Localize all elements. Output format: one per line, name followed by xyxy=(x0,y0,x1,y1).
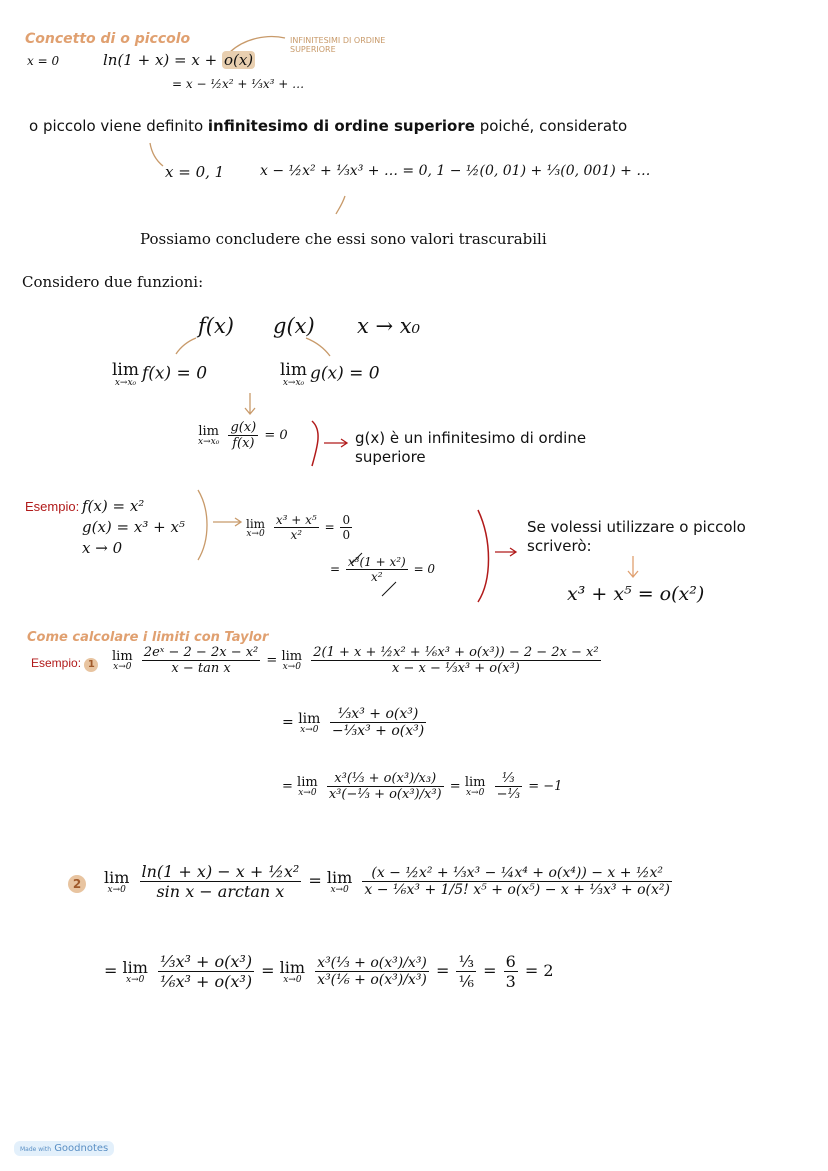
lim-word: lim xyxy=(297,775,318,790)
lim-sub: x→0 xyxy=(107,885,126,895)
lim-g-body: g(x) = 0 xyxy=(310,363,380,384)
func-f: f(x) xyxy=(198,314,235,338)
ln-expansion xyxy=(103,51,255,69)
lim-g-zero xyxy=(280,360,380,388)
section-title-taylor: Come calcolare i limiti con Taylor xyxy=(27,630,269,645)
lim-ratio xyxy=(198,420,288,451)
taylor-label-text: Esempio: xyxy=(31,656,82,670)
ex1-r3-fraction xyxy=(327,771,444,802)
ex2-b-num: x³(⅓ + o(x³)/x³) xyxy=(317,955,427,971)
goodnotes-badge xyxy=(14,1141,114,1156)
lim-sub: x→0 xyxy=(126,975,145,985)
example-fraction xyxy=(274,513,319,542)
lim-sub: x→x₀ xyxy=(114,378,137,388)
lim-operator xyxy=(123,958,148,985)
ex2-d-fraction xyxy=(504,952,518,991)
step-result: = 0 xyxy=(413,562,436,576)
lim-word: lim xyxy=(464,775,486,790)
ex2-r-fraction xyxy=(362,865,672,898)
taylor-ex1-line1 xyxy=(112,645,603,676)
lim-sub: x→0 xyxy=(283,975,302,985)
lim-sub: x→0 xyxy=(330,885,349,895)
ex1-fraction xyxy=(142,645,260,676)
taylor-ex1-line2 xyxy=(282,706,428,739)
taylor-ex2-line1 xyxy=(104,862,674,901)
lim-sub: x→0 xyxy=(298,788,317,798)
ex1-result: = −1 xyxy=(528,779,563,794)
zero-over-zero xyxy=(340,513,352,542)
lim-operator xyxy=(465,775,486,798)
eq-sign: = xyxy=(261,961,275,980)
ex1-simple-den: −⅓ xyxy=(496,787,521,802)
lim-operator xyxy=(104,868,129,895)
func-g: g(x) xyxy=(273,314,315,338)
lim-word: lim xyxy=(281,649,303,664)
ex2-d-num: 6 xyxy=(505,952,516,971)
ratio-den: f(x) xyxy=(232,436,255,451)
eq-sign: = xyxy=(266,653,278,668)
eq-sign: = xyxy=(435,961,450,980)
conclusion-text: Possiamo concludere che essi sono valori trascurabili xyxy=(140,230,547,248)
definition-text xyxy=(29,117,627,135)
ratio-text-line1: g(x) è un infinitesimo di ordine xyxy=(355,429,587,447)
zero-den: 0 xyxy=(342,528,351,542)
definition-pre: o piccolo viene definito xyxy=(29,117,208,135)
side-note-line2: scriverò: xyxy=(527,537,592,555)
ex1-r2-den: −⅓x³ + o(x³) xyxy=(331,723,425,739)
ex1-simple-num: ⅓ xyxy=(495,771,523,787)
eq-sign: = xyxy=(449,779,461,794)
x-value: x = 0, 1 xyxy=(165,163,225,181)
zero-num: 0 xyxy=(342,513,351,527)
ex2-b-fraction xyxy=(315,955,429,988)
taylor-ex2-line2 xyxy=(104,952,554,991)
lim-operator xyxy=(112,360,139,388)
ex1-r1-fraction xyxy=(311,645,600,676)
step-fraction xyxy=(346,555,408,584)
lim-sub: x→0 xyxy=(113,662,132,672)
step-den: x² xyxy=(371,570,383,584)
lim-word: lim xyxy=(112,360,139,380)
lim-sub: x→0 xyxy=(282,662,301,672)
lim-operator xyxy=(281,649,302,672)
lim-operator xyxy=(280,360,307,388)
eq-sign: = xyxy=(308,871,322,890)
lim-operator xyxy=(280,958,305,985)
ex2-num: ln(1 + x) − x + ½x² xyxy=(141,862,300,881)
ex1-den: x − tan x xyxy=(171,661,231,676)
lim-word: lim xyxy=(326,868,353,887)
example-number-badge: 1 xyxy=(84,658,98,672)
example-to: x → 0 xyxy=(82,539,123,557)
intro-text: Considero due funzioni: xyxy=(22,273,204,291)
example-step xyxy=(330,555,435,584)
lim-operator xyxy=(298,711,320,735)
step-num: x³(1 + x²) xyxy=(347,555,406,569)
ex1-r1-num: 2(1 + x + ½x² + ⅙x³ + o(x³)) − 2 − 2x − x² xyxy=(313,645,599,660)
ex2-c-den: ⅙ xyxy=(458,972,474,991)
ex1-r3-num: x³(⅓ + o(x³)/x₃) xyxy=(327,771,444,787)
ratio-explanation xyxy=(355,429,586,467)
example-limit xyxy=(246,513,354,542)
ratio-eq: = 0 xyxy=(264,428,288,443)
lim-sub: x→0 xyxy=(465,788,485,798)
lim-operator xyxy=(112,649,133,672)
example-num: x³ + x⁵ xyxy=(275,513,317,527)
ratio-fraction xyxy=(228,420,258,451)
ex2-c-num: ⅓ xyxy=(458,952,474,971)
made-with: Made with xyxy=(20,1146,51,1153)
o-x-highlight: o(x) xyxy=(223,51,254,69)
ex2-r-num: (x − ½x² + ⅓x³ − ¼x⁴ + o(x⁴)) − x + ½x² xyxy=(362,865,672,882)
example-g: g(x) = x³ + x⁵ xyxy=(82,518,185,536)
lim-word: lim xyxy=(246,516,266,531)
lim-sub: x→x₀ xyxy=(282,378,305,388)
ex2-den: sin x − arctan x xyxy=(156,882,285,901)
taylor-ex1-line3 xyxy=(282,771,562,802)
lim-operator xyxy=(297,775,318,798)
example-f: f(x) = x² xyxy=(82,497,145,515)
ex2-a-num: ⅓x³ + o(x³) xyxy=(160,952,253,971)
lim-word: lim xyxy=(280,360,307,380)
ex2-a-fraction xyxy=(158,952,254,991)
ex1-r2-num: ⅓x³ + o(x³) xyxy=(330,706,426,723)
ex2-r-den: x − ⅙x³ + 1/5! x⁵ + o(x⁵) − x + ⅓x³ + o(x²) xyxy=(364,882,670,898)
eq-sign: = xyxy=(282,714,294,731)
ex1-r3-den: x³(−⅓ + o(x³)/x³) xyxy=(328,787,442,802)
lim-operator xyxy=(327,868,352,895)
example-label: Esempio: xyxy=(25,499,80,514)
example-2-badge xyxy=(68,873,86,893)
lim-word: lim xyxy=(112,649,133,664)
example-den: x² xyxy=(290,528,303,542)
x-zero: x = 0 xyxy=(27,54,60,68)
side-equation: x³ + x⁵ = o(x²) xyxy=(567,583,705,605)
ex1-r2-fraction xyxy=(330,706,426,739)
ex1-r1-den: x − x − ⅓x³ + o(x³) xyxy=(392,661,520,676)
lim-word: lim xyxy=(122,958,148,977)
lim-word: lim xyxy=(198,424,219,439)
numeric-series: x − ½x² + ⅓x³ + … = 0, 1 − ½(0, 01) + ⅓(0, 001) + … xyxy=(260,163,651,179)
eq-sign: = xyxy=(282,779,293,794)
eq-sign: = xyxy=(483,961,497,980)
ex2-fraction xyxy=(140,862,302,901)
taylor-example-label xyxy=(31,656,98,672)
lim-operator xyxy=(198,424,219,447)
lim-f-body: f(x) = 0 xyxy=(142,363,208,384)
annotation-note: INFINITESIMI DI ORDINE SUPERIORE xyxy=(290,36,386,54)
lim-word: lim xyxy=(298,710,321,727)
ex2-c-fraction xyxy=(456,952,476,991)
goodnotes-logo: Goodnotes xyxy=(54,1143,109,1154)
example-number-badge: 2 xyxy=(68,875,86,893)
ratio-text-line2: superiore xyxy=(355,448,426,466)
ex2-b-den: x³(⅙ + o(x³)/x³) xyxy=(317,972,427,988)
lim-word: lim xyxy=(279,958,306,977)
ex1-num: 2eˣ − 2 − 2x − x² xyxy=(143,645,259,660)
eq-sign: = xyxy=(330,562,341,576)
x-to-x0: x → x₀ xyxy=(357,314,421,338)
ex1-r3-simple xyxy=(495,771,523,802)
lim-word: lim xyxy=(104,868,130,887)
ex2-result: = 2 xyxy=(524,961,554,980)
lim-f-zero xyxy=(112,360,207,388)
lim-sub: x→x₀ xyxy=(198,437,220,447)
ratio-num: g(x) xyxy=(230,420,257,435)
ex2-d-den: 3 xyxy=(505,972,516,991)
lim-sub: x→0 xyxy=(246,528,265,539)
definition-bold: infinitesimo di ordine superiore xyxy=(207,117,475,135)
side-note-line1: Se volessi utilizzare o piccolo xyxy=(527,518,746,536)
eq-sign: = xyxy=(104,961,118,980)
lim-sub: x→0 xyxy=(300,724,319,735)
ex2-a-den: ⅙x³ + o(x³) xyxy=(160,972,253,991)
definition-post: poiché, considerato xyxy=(474,117,628,135)
ln-series: = x − ½x² + ⅓x³ + … xyxy=(172,77,305,91)
lim-operator xyxy=(246,517,265,539)
example-functions xyxy=(82,496,185,559)
section-title-o-piccolo: Concetto di o piccolo xyxy=(25,31,191,47)
ln-expansion-lhs: ln(1 + x) = x + xyxy=(103,51,222,69)
side-note xyxy=(527,518,746,556)
eq-sign: = xyxy=(324,520,335,534)
